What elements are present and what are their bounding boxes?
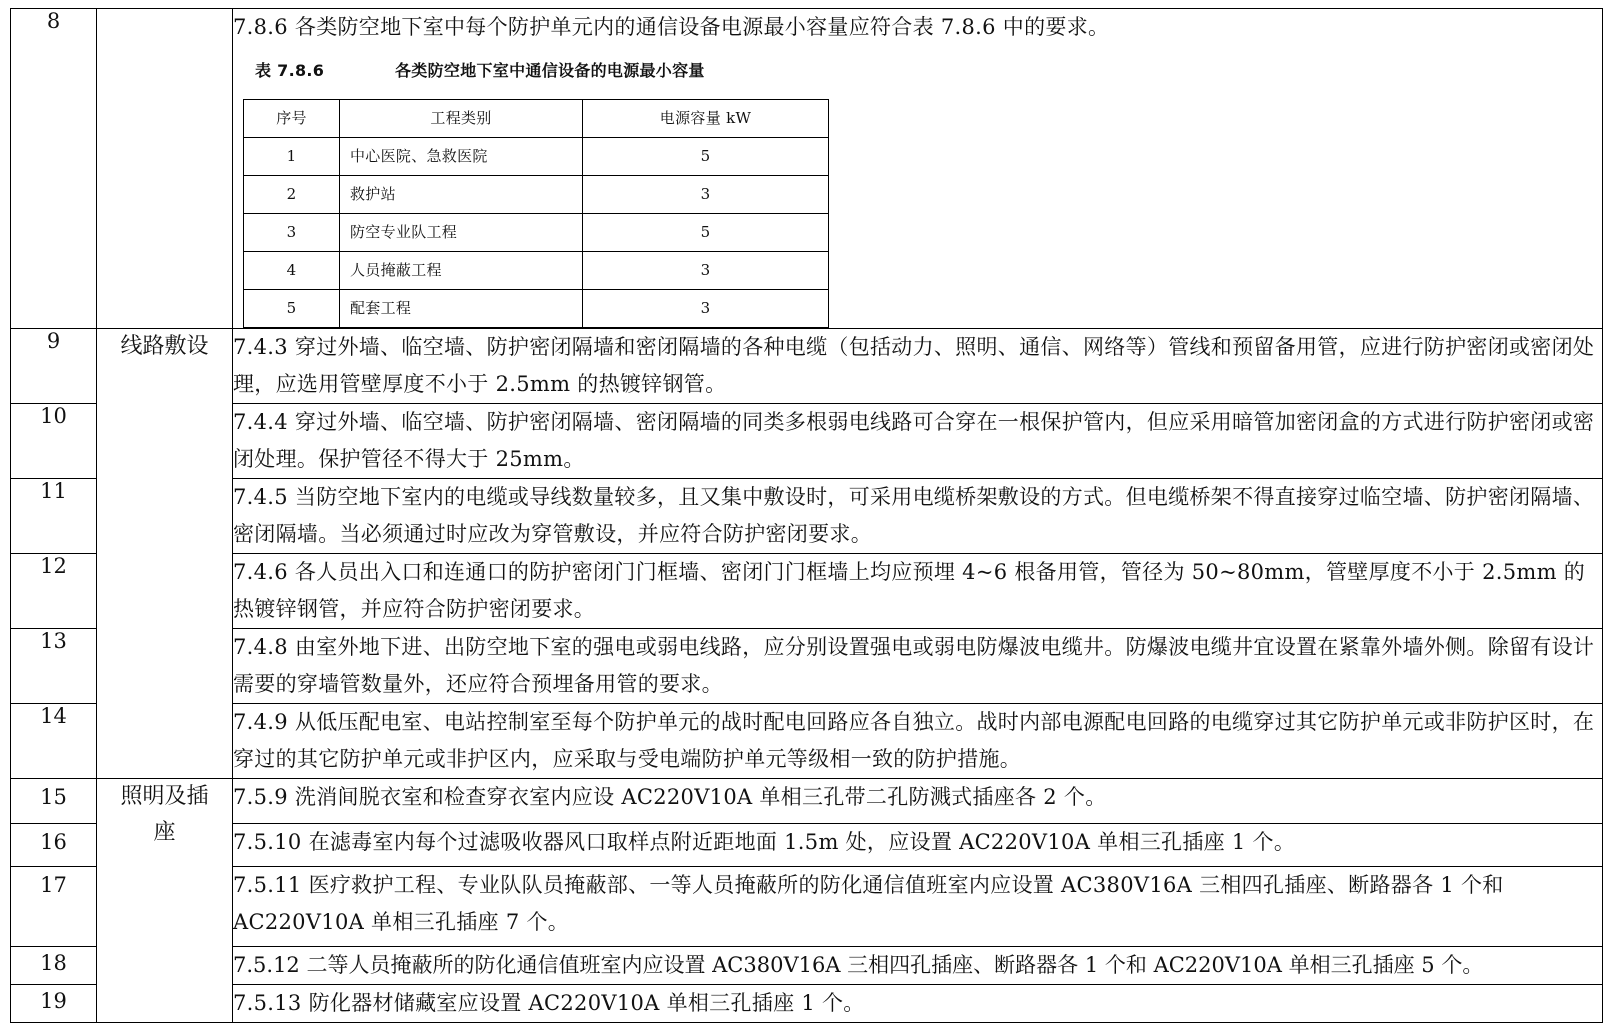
row-content: 7.4.3 穿过外墙、临空墙、防护密闭隔墙和密闭隔墙的各种电缆（包括动力、照明、通信、网络等）管线和预留备用管，应进行防护密闭或密闭处理，应选用管壁厚度不小于 2.5mm 的热镀锌钢管。 [233, 329, 1603, 404]
inner-row [244, 252, 829, 290]
inner-index: 4 [244, 252, 340, 290]
inner-category: 救护站 [340, 176, 583, 214]
table-row [11, 824, 1603, 867]
row-number: 10 [11, 404, 97, 479]
row-content: 7.4.6 各人员出入口和连通口的防护密闭门门框墙、密闭门门框墙上均应预埋 4~6 根备用管，管径为 50~80mm，管壁厚度不小于 2.5mm 的热镀锌钢管，并应符合防护密闭要求。 [233, 554, 1603, 629]
category-label: 照明及插座 [120, 784, 209, 845]
inner-index: 3 [244, 214, 340, 252]
inner-index: 2 [244, 176, 340, 214]
row-number: 18 [11, 947, 97, 985]
row-content: 7.5.11 医疗救护工程、专业队队员掩蔽部、一等人员掩蔽所的防化通信值班室内应设置 AC380V16A 三相四孔插座、断路器各 1 个和 AC220V10A 单相三孔插座 7 个。 [233, 867, 1603, 947]
table-row [11, 404, 1603, 479]
table-row [11, 867, 1603, 947]
row-number: 9 [11, 329, 97, 404]
table-row [11, 629, 1603, 704]
inner-category: 人员掩蔽工程 [340, 252, 583, 290]
spec-table [10, 8, 1603, 1023]
row-number: 13 [11, 629, 97, 704]
row-content: 7.5.12 二等人员掩蔽所的防化通信值班室内应设置 AC380V16A 三相四孔插座、断路器各 1 个和 AC220V10A 单相三孔插座 5 个。 [233, 947, 1603, 985]
row-content: 7.5.13 防化器材储藏室应设置 AC220V10A 单相三孔插座 1 个。 [233, 985, 1603, 1023]
inner-capacity: 3 [583, 252, 829, 290]
table-row [11, 9, 1603, 329]
category-lighting-sockets [97, 779, 233, 1023]
row-category [97, 9, 233, 329]
row-number: 12 [11, 554, 97, 629]
row-content: 7.4.4 穿过外墙、临空墙、防护密闭隔墙、密闭隔墙的同类多根弱电线路可合穿在一根保护管内，但应采用暗管加密闭盒的方式进行防护密闭或密闭处理。保护管径不得大于 25mm。 [233, 404, 1603, 479]
inner-category: 防空专业队工程 [340, 214, 583, 252]
inner-category: 配套工程 [340, 290, 583, 328]
power-capacity-table [243, 99, 829, 328]
table-row [11, 947, 1603, 985]
inner-row [244, 176, 829, 214]
row-number: 15 [11, 779, 97, 824]
inner-category: 中心医院、急救医院 [340, 138, 583, 176]
inner-capacity: 5 [583, 214, 829, 252]
row-content: 7.4.8 由室外地下进、出防空地下室的强电或弱电线路，应分别设置强电或弱电防爆波电缆井。防爆波电缆井宜设置在紧靠外墙外侧。除留有设计需要的穿墙管数量外，还应符合预埋备用管的要求。 [233, 629, 1603, 704]
inner-capacity: 3 [583, 176, 829, 214]
header-index: 序号 [244, 100, 340, 138]
row-number: 8 [11, 9, 97, 329]
header-category: 工程类别 [340, 100, 583, 138]
inner-header-row [244, 100, 829, 138]
header-capacity: 电源容量 kW [583, 100, 829, 138]
table-row [11, 554, 1603, 629]
caption-title: 各类防空地下室中通信设备的电源最小容量 [395, 61, 705, 80]
row-content: 7.4.5 当防空地下室内的电缆或导线数量较多，且又集中敷设时，可采用电缆桥架敷设的方式。但电缆桥架不得直接穿过临空墙、防护密闭隔墙、密闭隔墙。当必须通过时应改为穿管敷设，并应符合防护密闭要求。 [233, 479, 1603, 554]
row-number: 11 [11, 479, 97, 554]
row-number: 14 [11, 704, 97, 779]
row-content: 7.5.9 洗消间脱衣室和检查穿衣室内应设 AC220V10A 单相三孔带二孔防溅式插座各 2 个。 [233, 779, 1603, 824]
inner-table-caption [255, 52, 1602, 89]
caption-label: 表 7.8.6 [255, 61, 325, 80]
row-text: 7.8.6 各类防空地下室中每个防护单元内的通信设备电源最小容量应符合表 7.8.6 中的要求。 [233, 15, 1110, 39]
inner-row [244, 290, 829, 328]
row-content: 7.5.10 在滤毒室内每个过滤吸收器风口取样点附近距地面 1.5m 处，应设置 AC220V10A 单相三孔插座 1 个。 [233, 824, 1603, 867]
table-row [11, 704, 1603, 779]
row-number: 19 [11, 985, 97, 1023]
table-row [11, 329, 1603, 404]
spec-table-page [10, 8, 1603, 1016]
row-content: 7.4.9 从低压配电室、电站控制室至每个防护单元的战时配电回路应各自独立。战时内部电源配电回路的电缆穿过其它防护单元或非防护区时，在穿过的其它防护单元或非护区内，应采取与受电端防护单元等级相一致的防护措施。 [233, 704, 1603, 779]
row-content [233, 9, 1603, 329]
table-row [11, 479, 1603, 554]
table-row [11, 985, 1603, 1023]
inner-capacity: 3 [583, 290, 829, 328]
inner-row [244, 214, 829, 252]
inner-capacity: 5 [583, 138, 829, 176]
inner-row [244, 138, 829, 176]
category-wiring: 线路敷设 [97, 329, 233, 779]
table-row [11, 779, 1603, 824]
row-number: 16 [11, 824, 97, 867]
inner-index: 5 [244, 290, 340, 328]
row-number: 17 [11, 867, 97, 947]
inner-index: 1 [244, 138, 340, 176]
